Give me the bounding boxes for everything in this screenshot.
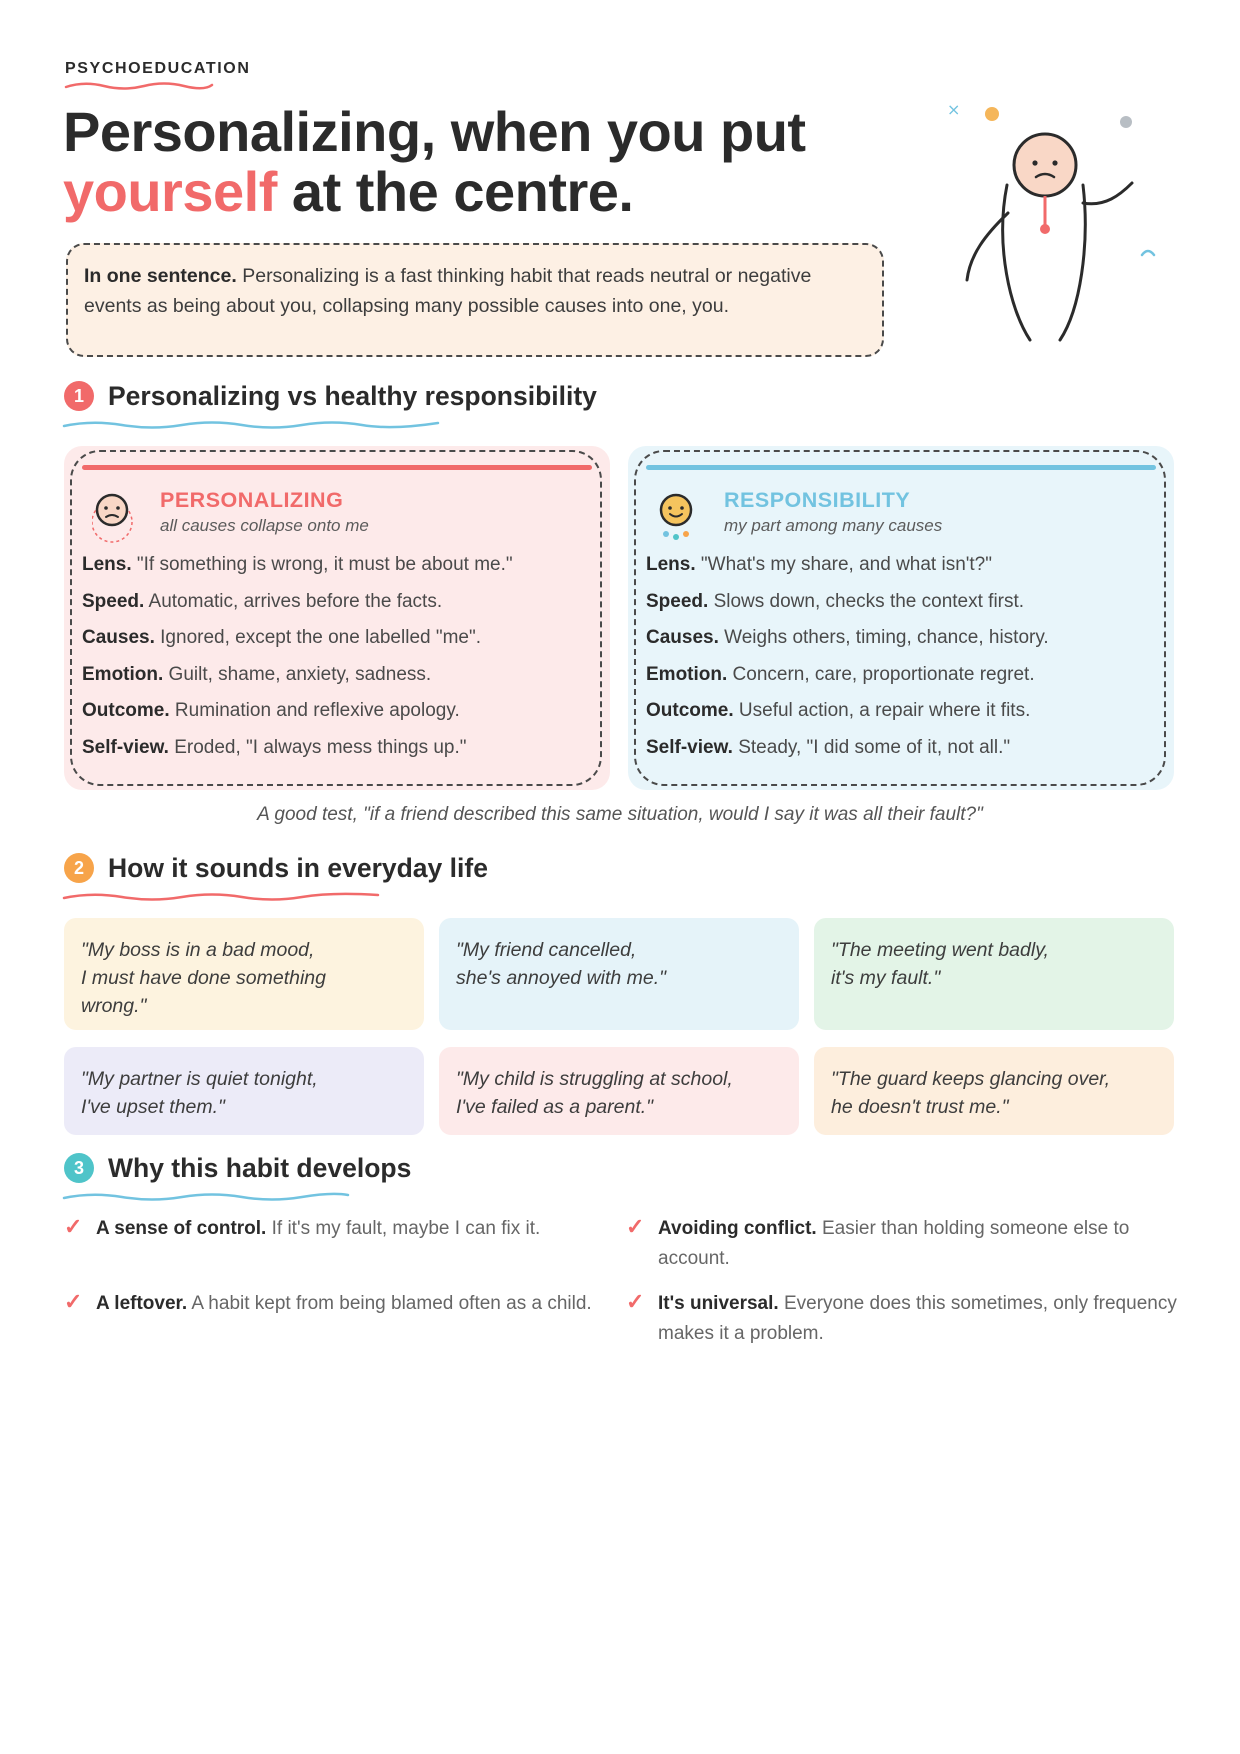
personalizing-row-causes: Causes. Ignored, except the one labelled "me". — [82, 627, 482, 648]
eyebrow-label: PSYCHOEDUCATION — [65, 60, 251, 77]
quote-card-boss: "My boss is in a bad mood, I must have done something wrong." — [64, 918, 424, 1030]
sad-face-icon — [92, 492, 136, 548]
section-2-underline — [62, 890, 382, 904]
calm-face-icon — [658, 492, 702, 548]
personalizing-panel — [64, 446, 610, 790]
check-icon: ✓ — [64, 1289, 83, 1314]
check-icon: ✓ — [626, 1289, 645, 1314]
intro-lead: In one sentence. — [84, 265, 237, 287]
intro-text: Personalizing is a fast thinking habit that reads neutral or negative events as being about you, collapsing many possible causes into one, you. — [84, 265, 812, 317]
reason-avoiding-conflict: Avoiding conflict. Easier than holding someone else to account. — [658, 1218, 1130, 1269]
title-accent: yourself — [63, 160, 277, 223]
section-2-heading — [64, 850, 488, 886]
personalizing-title: PERSONALIZING — [160, 488, 344, 512]
responsibility-subtitle: my part among many causes — [724, 516, 943, 535]
svg-text:×: × — [947, 100, 961, 119]
responsibility-accent-bar — [646, 465, 1156, 470]
responsibility-rows — [646, 554, 1186, 773]
check-icon: ✓ — [64, 1214, 83, 1239]
personalizing-row-lens: Lens. "If something is wrong, it must be about me." — [82, 554, 513, 575]
reason-sense-of-control: A sense of control. If it's my fault, maybe I can fix it. — [96, 1218, 541, 1239]
quote-card-guard: "The guard keeps glancing over, he doesn't trust me." — [814, 1047, 1174, 1135]
section-2-title: How it sounds in everyday life — [108, 852, 488, 883]
intro-summary-box — [66, 243, 884, 357]
personalizing-row-speed: Speed. Automatic, arrives before the facts. — [82, 590, 443, 612]
personalizing-subtitle: all causes collapse onto me — [160, 516, 369, 535]
personalizing-accent-bar — [82, 465, 592, 470]
personalizing-row-self-view: Self-view. Eroded, "I always mess things up." — [82, 736, 467, 758]
reason-a-leftover: A leftover. A habit kept from being blamed often as a child. — [96, 1293, 592, 1314]
responsibility-title: RESPONSIBILITY — [724, 488, 911, 512]
responsibility-panel — [628, 446, 1174, 790]
sad-figure-illustration — [940, 95, 1160, 355]
section-1-underline — [62, 418, 442, 432]
section-1-number: 1 — [64, 381, 94, 411]
good-test-note: A good test, "if a friend described this same situation, would I say it was all their fault?" — [257, 804, 983, 825]
section-1-title: Personalizing vs healthy responsibility — [108, 380, 597, 411]
section-3-underline — [62, 1190, 352, 1204]
responsibility-row-lens: Lens. "What's my share, and what isn't?" — [646, 554, 992, 575]
personalizing-row-emotion: Emotion. Guilt, shame, anxiety, sadness. — [82, 663, 432, 685]
personalizing-rows — [82, 554, 622, 773]
personalizing-row-outcome: Outcome. Rumination and reflexive apology. — [82, 700, 460, 721]
section-3-heading — [64, 1150, 411, 1186]
responsibility-row-self-view: Self-view. Steady, "I did some of it, not all." — [646, 736, 1011, 758]
quote-card-child: "My child is struggling at school, I've failed as a parent." — [439, 1047, 799, 1135]
section-1-heading — [64, 378, 597, 414]
page-title: Personalizing, when you put yourself at the centre. — [63, 100, 806, 223]
section-2-number: 2 — [64, 853, 94, 883]
reason-its-universal: It's universal. Everyone does this sometimes, only frequency makes it a problem. — [658, 1293, 1177, 1344]
quote-card-partner: "My partner is quiet tonight, I've upset them." — [64, 1047, 424, 1135]
check-icon: ✓ — [626, 1214, 645, 1239]
eyebrow-squiggle — [64, 80, 214, 92]
responsibility-row-emotion: Emotion. Concern, care, proportionate regret. — [646, 663, 1035, 685]
responsibility-row-speed: Speed. Slows down, checks the context first. — [646, 590, 1025, 612]
quote-card-meeting: "The meeting went badly, it's my fault." — [814, 918, 1174, 1030]
responsibility-row-outcome: Outcome. Useful action, a repair where it fits. — [646, 700, 1031, 721]
section-3-title: Why this habit develops — [108, 1152, 412, 1183]
section-3-number: 3 — [64, 1153, 94, 1183]
responsibility-row-causes: Causes. Weighs others, timing, chance, history. — [646, 627, 1049, 648]
quote-card-friend: "My friend cancelled, she's annoyed with me." — [439, 918, 799, 1030]
